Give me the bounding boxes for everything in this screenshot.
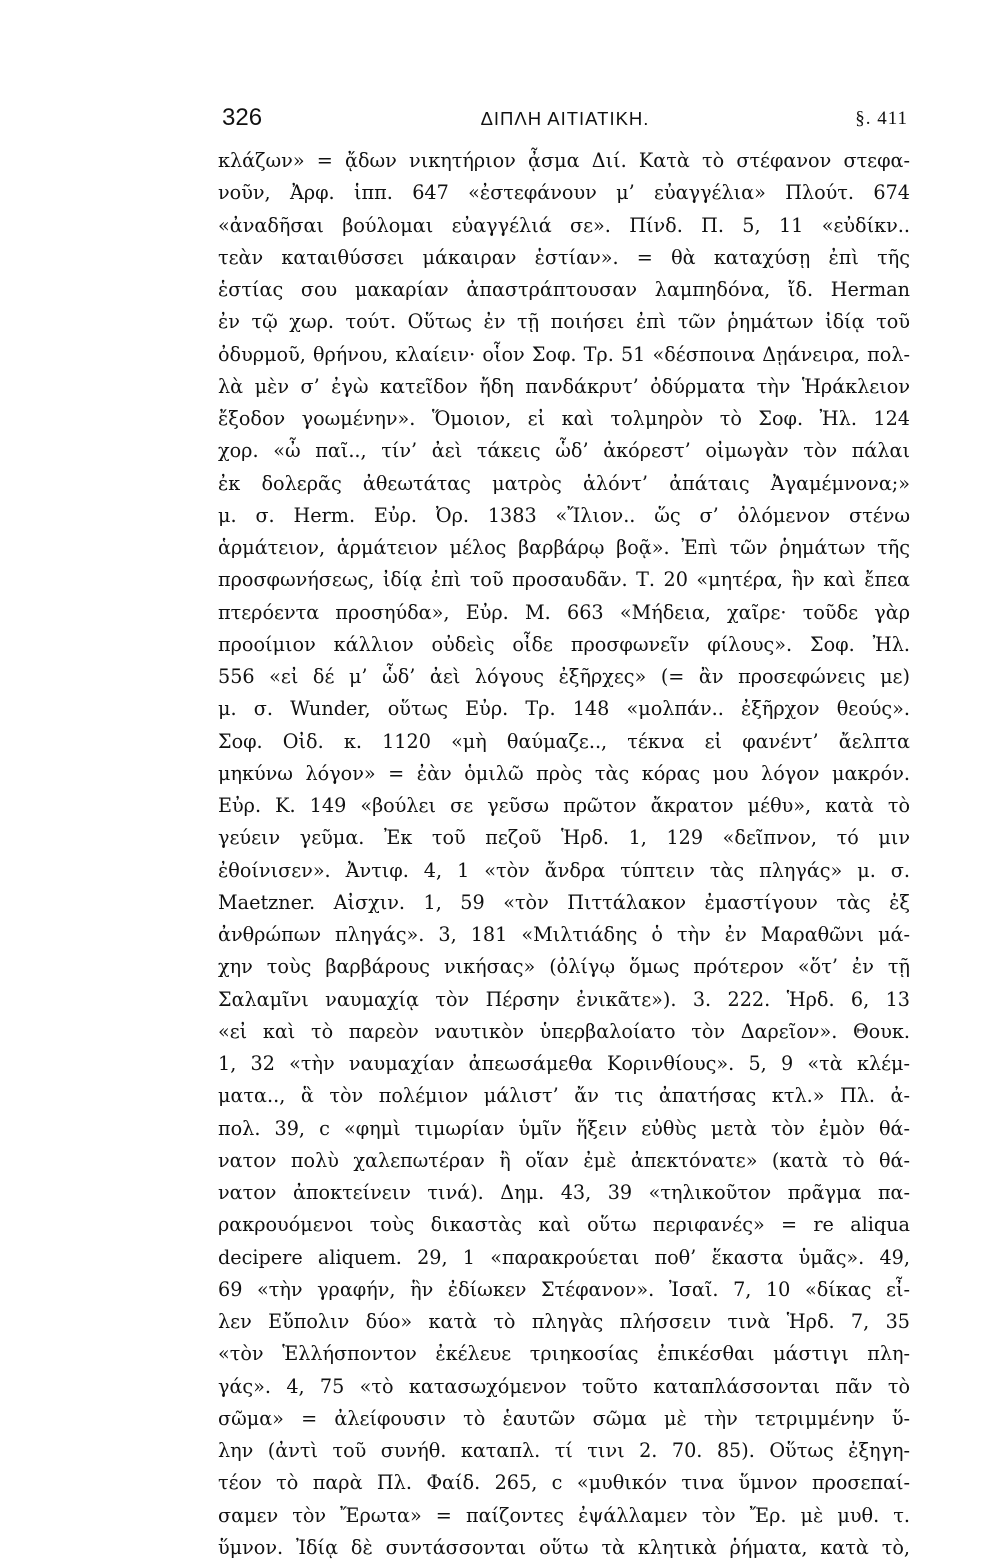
text-line: 1, 32 «τὴν ναυμαχίαν ἀπεωσάμεθα Κορινθίους». 5, 9 «τὰ κλέμ- [218,1052,910,1075]
text-line: ὕμνον. Ἰδίᾳ δὲ συντάσσονται οὕτω τὰ κλητικὰ ῥήματα, κατὰ τὸ, [218,1535,910,1559]
text-line: μηκύνω λόγον» = ἐὰν ὁμιλῶ πρὸς τὰς κόρας μου λόγον μακρόν. [218,761,910,785]
body-text [218,145,910,1564]
text-line: Σαλαμῖνι ναυμαχίᾳ τὸν Πέρσην ἐνικᾶτε»). 3. 222. Ἡρδ. 6, 13 [218,987,910,1011]
text-line: χορ. «ὦ παῖ.., τίν’ ἀεὶ τάκεις ὧδ’ ἀκόρεστ’ οἰμωγὰν τὸν πάλαι [218,439,910,463]
text-line: ἐθοίνισεν». Ἀντιφ. 4, 1 «τὸν ἄνδρα τύπτειν τὰς πληγάς» μ. σ. [218,858,910,882]
text-line: 556 «εἰ δέ μ’ ὧδ’ ἀεὶ λόγους ἐξῆρχες» (= ἂν προσεφώνεις με) [218,665,910,688]
text-line: ρακρουόμενοι τοὺς δικαστὰς καὶ οὕτω περιφανές» = re aliqua [218,1213,910,1237]
text-line: «εἰ καὶ τὸ παρεὸν ναυτικὸν ὑπερβαλοίατο τὸν Δαρεῖον». Θουκ. [218,1019,910,1043]
text-line: πτερόεντα προσηύδα», Εὐρ. Μ. 663 «Μήδεια, χαῖρε· τοῦδε γὰρ [218,600,910,624]
text-line: προοίμιον κάλλιον οὐδεὶς οἶδε προσφωνεῖν φίλους». Σοφ. Ἠλ. [218,632,910,656]
text-line: ἀνθρώπων πληγάς». 3, 181 «Μιλτιάδης ὁ τὴν ἐν Μαραθῶνι μά- [218,923,910,946]
text-line: ὀδυρμοῦ, θρήνου, κλαίειν· οἷον Σοφ. Τρ. 51 «δέσποινα Δῃάνειρα, πολ- [218,342,910,366]
text-line: ἔξοδον γοωμένην». Ὅμοιον, εἰ καὶ τολμηρὸν τὸ Σοφ. Ἠλ. 124 [218,407,910,430]
text-line: λην (ἀντὶ τοῦ συνήθ. καταπλ. τί τινι 2. 70. 85). Οὕτως ἐξηγη- [218,1439,910,1462]
text-line: ἁρμάτειον, ἁρμάτειον μέλος βαρβάρῳ βοᾷ». Ἐπὶ τῶν ῥημάτων τῆς [218,536,910,559]
text-line: πολ. 39, c «φημὶ τιμωρίαν ὑμῖν ἥξειν εὐθὺς μετὰ τὸν ἐμὸν θά- [218,1116,910,1140]
text-line: λεν Εὔπολιν δύο» κατὰ τὸ πληγὰς πλήσσειν τινὰ Ἡρδ. 7, 35 [218,1310,910,1333]
text-line: ἐν τῷ χωρ. τούτ. Οὕτως ἐν τῇ ποιήσει ἐπὶ τῶν ῥημάτων ἰδίᾳ τοῦ [218,310,910,334]
text-line: νοῦν, Ἀρφ. ἱππ. 647 «ἐστεφάνουν μ’ εὐαγγέλια» Πλούτ. 674 [218,181,910,205]
text-line: σαμεν τὸν Ἔρωτα» = παίζοντες ἐψάλλαμεν τὸν Ἔρ. μὲ μυθ. τ. [218,1503,910,1527]
text-line: προσφωνήσεως, ἰδίᾳ ἐπὶ τοῦ προσαυδᾶν. Τ. 20 «μητέρα, ἣν καὶ ἔπεα [218,568,910,592]
text-line: ἑστίας σου μακαρίαν ἀπαστράπτουσαν λαμπηδόνα, ἴδ. Herman [218,278,910,301]
text-line: Σοφ. Οἰδ. κ. 1120 «μὴ θαύμαζε.., τέκνα εἰ φανέντ’ ἄελπτα [218,729,910,753]
page-number: 326 [222,104,263,131]
page-header [220,96,910,136]
text-line: χην τοὺς βαρβάρους νικήσας» (ὀλίγῳ ὅμως πρότερον «ὅτ’ ἐν τῇ [218,955,910,979]
section-number: §. 411 [855,108,908,129]
text-line: γάς». 4, 75 «τὸ κατασωχόμενον τοῦτο καταπλάσσονται πᾶν τὸ [218,1374,910,1398]
text-line: 69 «τὴν γραφήν, ἣν ἐδίωκεν Στέφανον». Ἰσαῖ. 7, 10 «δίκας εἶ- [218,1277,910,1301]
text-line: κλάζων» = ᾄδων νικητήριον ᾆσμα Διί. Κατὰ τὸ στέφανον στεφα- [218,149,910,172]
text-line: μ. σ. Herm. Εὐρ. Ὀρ. 1383 «Ἴλιον.. ὥς σ’ ὀλόμενον στένω [218,503,910,527]
text-line: γεύειν γεῦμα. Ἐκ τοῦ πεζοῦ Ἡρδ. 1, 129 «δεῖπνον, τό μιν [218,826,910,850]
text-line: σῶμα» = ἀλείφουσιν τὸ ἑαυτῶν σῶμα μὲ τὴν τετριμμένην ὕ- [218,1406,910,1430]
text-line: Εὐρ. Κ. 149 «βούλει σε γεῦσω πρῶτον ἄκρατον μέθυ», κατὰ τὸ [218,794,910,817]
text-line: λὰ μὲν σ’ ἐγὼ κατεῖδον ἤδη πανδάκρυτ’ ὀδύρματα τὴν Ἡράκλειον [218,374,910,398]
text-line: νατον πολὺ χαλεπωτέραν ἢ οἵαν ἐμὲ ἀπεκτόνατε» (κατὰ τὸ θά- [218,1148,910,1172]
text-line: ἐκ δολερᾶς ἀθεωτάτας ματρὸς ἁλόντ’ ἀπάταις Ἀγαμέμνονα;» [218,471,910,495]
text-line: decipere aliquem. 29, 1 «παρακρούεται ποθ’ ἕκαστα ὑμᾶς». 49, [218,1245,910,1269]
text-line: τέον τὸ παρὰ Πλ. Φαίδ. 265, c «μυθικόν τινα ὕμνον προσεπαί- [218,1471,910,1495]
running-title: ΔΙΠΛΗ ΑΙΤΙΑΤΙΚΗ. [480,108,650,129]
text-line: Maetzner. Αἰσχιν. 1, 59 «τὸν Πιττάλακον ἐμαστίγουν τὰς ἐξ [218,890,910,914]
text-line: «ἀναδῆσαι βούλομαι εὐαγγέλιά σε». Πίνδ. Π. 5, 11 «εὐδίκν.. [218,213,910,237]
text-line: «τὸν Ἑλλήσποντον ἐκέλευε τριηκοσίας ἐπικέσθαι μάστιγι πλη- [218,1342,910,1366]
text-line: μ. σ. Wunder, οὕτως Εὐρ. Τρ. 148 «μολπάν.. ἐξῆρχον θεούς». [218,697,910,721]
text-line: τεὰν καταιθύσσει μάκαιραν ἑστίαν». = θὰ καταχύσῃ ἐπὶ τῆς [218,245,910,269]
text-line: ματα.., ἃ τὸν πολέμιον μάλιστ’ ἄν τις ἀπατήσας κτλ.» Πλ. ἀ- [218,1084,910,1108]
text-line: νατον ἀποκτείνειν τινά). Δημ. 43, 39 «τηλικοῦτον πρᾶγμα πα- [218,1181,910,1204]
